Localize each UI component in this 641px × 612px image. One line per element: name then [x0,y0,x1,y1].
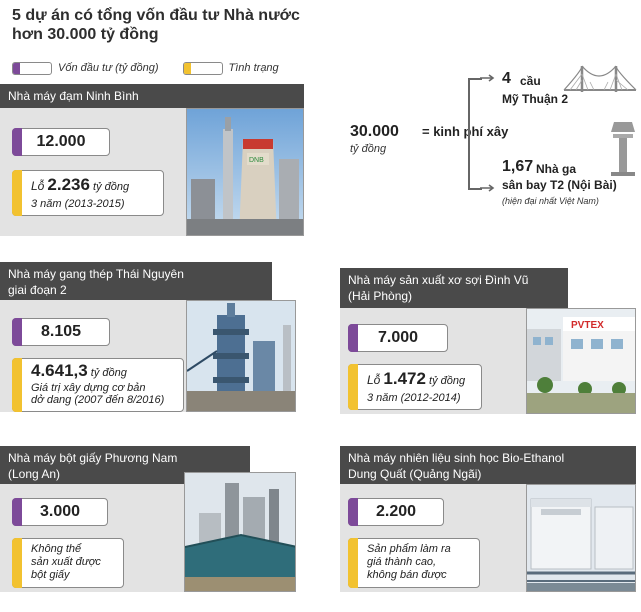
capital-box: 3.000 [12,498,108,526]
terminal-note: (hiện đại nhất Việt Nam) [502,196,599,206]
project-name: Nhà máy nhiên liệu sinh học Bio-Ethanol Dung Quất (Quảng Ngãi) [340,446,636,484]
project-card-dinh-vu [340,268,636,414]
legend-status-swatch [183,62,223,75]
comparison-equals: = kinh phí xây [422,124,509,139]
project-photo-ethanol-plant [526,484,636,592]
title-line-2: hơn 30.000 tỷ đồng [12,26,159,43]
project-card-ninh-binh [0,84,304,236]
status-box: 4.641,3 tỷ đồng Giá trị xây dựng cơ bản dở dang (2007 đến 8/2016) [12,358,184,412]
bridge-unit: cầu [520,74,541,88]
terminal-count: 1,67 [502,158,534,175]
svg-text:DNB: DNB [249,157,264,164]
project-card-dung-quat [340,446,636,592]
arrow-right-icon [480,184,496,192]
control-tower-icon [608,118,638,178]
capital-box: 12.000 [12,128,110,156]
status-box: Lỗ 2.236 tỷ đồng 3 năm (2013-2015) [12,170,164,216]
status-box: Lỗ 1.472 tỷ đồng 3 năm (2012-2014) [348,364,482,410]
infographic-title [12,6,300,44]
project-photo-steel-plant [186,300,296,412]
legend-capital-label: Vốn đầu tư (tỷ đồng) [58,62,159,74]
terminal-name: sân bay T2 (Nội Bài) [502,178,617,192]
bridge-icon [562,60,638,96]
legend-capital-swatch [12,62,52,75]
project-name: Nhà máy gang thép Thái Nguyên giai đoạn 2 [0,262,272,300]
project-photo-fiber-plant [526,308,636,414]
capital-box: 8.105 [12,318,110,346]
title-line-1: 5 dự án có tổng vốn đầu tư Nhà nước [12,7,300,24]
project-photo-fertilizer-plant [186,108,304,236]
cost-comparison [350,60,640,220]
capital-box: 2.200 [348,498,444,526]
bridge-name: Mỹ Thuận 2 [502,92,569,106]
comparison-value: 30.000 [350,123,399,140]
project-name: Nhà máy đạm Ninh Bình [0,84,304,108]
status-box: Sản phẩm làm ra giá thành cao, không bán được [348,538,480,588]
arrow-right-icon [480,74,496,82]
comparison-bracket [468,78,482,190]
project-card-phuong-nam [0,446,300,592]
legend-status-label: Tình trạng [228,62,279,74]
status-box: Không thể sản xuất được bột giấy [12,538,124,588]
bridge-count: 4 [502,70,511,87]
legend [12,60,303,76]
project-name: Nhà máy bột giấy Phương Nam (Long An) [0,446,250,484]
comparison-unit: tỷ đồng [350,143,387,155]
terminal-unit: Nhà ga [536,162,577,176]
capital-box: 7.000 [348,324,448,352]
project-photo-paper-plant [184,472,296,592]
pvtex-sign: PVTEX [571,320,604,331]
project-card-thai-nguyen [0,262,304,412]
project-name: Nhà máy sản xuất xơ sợi Đình Vũ (Hải Phòng) [340,268,568,308]
